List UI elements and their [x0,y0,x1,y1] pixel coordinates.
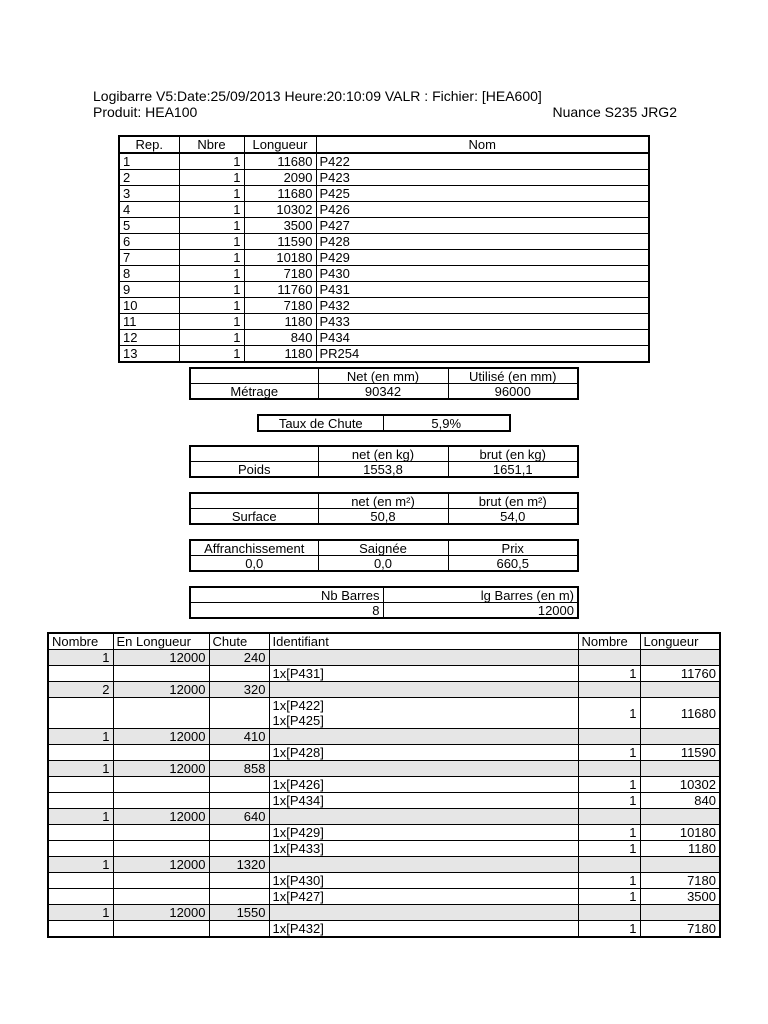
pieces-cell: 2090 [244,170,316,186]
empty-cell [269,761,578,777]
cut-identifiers [269,698,578,729]
cut-count: 1 [578,666,640,682]
pieces-cell: P432 [316,298,649,314]
empty-cell [113,873,209,889]
bar-group-row [48,809,720,825]
barres-nb: 8 [190,603,383,619]
header-title: Logibarre V5:Date:25/09/2013 Heure:20:10:09 VALR : Fichier: [HEA600] [93,88,542,104]
empty-cell [113,777,209,793]
bar-chute: 640 [209,809,269,825]
pieces-cell: P423 [316,170,649,186]
cut-item-row [48,666,720,682]
empty-cell [209,777,269,793]
bar-count: 1 [48,729,113,745]
pieces-cell: P431 [316,282,649,298]
bar-group-row [48,761,720,777]
cut-identifiers [269,793,578,809]
pieces-cell: 1180 [244,346,316,363]
cut-length: 840 [640,793,720,809]
pieces-cell: 1 [179,330,244,346]
pieces-cell: 1 [179,234,244,250]
empty-cell [113,921,209,938]
empty-cell [640,857,720,873]
surface-label: Surface [190,509,318,525]
pieces-cell: 11680 [244,153,316,170]
cut-item-row [48,698,720,729]
pieces-cell: 1 [179,298,244,314]
cut-identifier: 1x[P426] [272,777,324,792]
pieces-table [118,135,650,363]
empty-cell [578,761,640,777]
pieces-cell: 10302 [244,202,316,218]
empty-cell [113,841,209,857]
table-row [119,234,649,250]
cut-item-row [48,777,720,793]
bar-count: 1 [48,905,113,921]
bar-group-row [48,729,720,745]
cut-length: 11760 [640,666,720,682]
empty-cell [209,666,269,682]
table-row [119,186,649,202]
empty-cell [209,698,269,729]
empty-cell [113,889,209,905]
bar-chute: 1550 [209,905,269,921]
empty-cell [578,650,640,666]
bar-group-row [48,682,720,698]
bar-count: 1 [48,650,113,666]
pieces-cell: 3500 [244,218,316,234]
bar-length: 12000 [113,761,209,777]
empty-cell [48,745,113,761]
col-identifiant: Identifiant [269,633,578,650]
empty-cell [640,809,720,825]
cut-length: 1180 [640,841,720,857]
table-row [119,218,649,234]
table-row [119,153,649,170]
metrage-col-used: Utilisé (en mm) [448,368,578,384]
pieces-cell: P425 [316,186,649,202]
pieces-col-header: Rep. [119,136,179,153]
bar-length: 12000 [113,857,209,873]
empty-cell [113,698,209,729]
metrage-used: 96000 [448,384,578,400]
cut-item-row [48,793,720,809]
cut-identifier: 1x[P431] [272,666,324,681]
empty-cell [48,841,113,857]
bar-count: 1 [48,761,113,777]
pieces-cell: P422 [316,153,649,170]
bar-count: 1 [48,857,113,873]
empty-cell [113,745,209,761]
pieces-cell: 11680 [244,186,316,202]
cut-item-row [48,873,720,889]
barres-col-nb: Nb Barres [190,587,383,603]
cutting-header-row [48,633,720,650]
empty-cell [113,825,209,841]
pieces-cell: 6 [119,234,179,250]
cut-identifier: 1x[P427] [272,889,324,904]
table-row [119,250,649,266]
surface-table [189,492,579,525]
chute-table [257,414,511,432]
barres-table [189,586,579,619]
cut-length: 3500 [640,889,720,905]
surface-col-net: net (en m²) [318,493,448,509]
empty-cell [640,729,720,745]
pieces-cell: 1 [119,153,179,170]
pieces-cell: 11760 [244,282,316,298]
table-row [119,330,649,346]
pieces-cell: 1 [179,346,244,363]
cut-identifier: 1x[P432] [272,921,324,936]
bar-count: 2 [48,682,113,698]
poids-col-brut: brut (en kg) [448,446,578,462]
empty-cell [48,698,113,729]
prix-col-prix: Prix [448,540,578,556]
bar-chute: 410 [209,729,269,745]
pieces-col-header: Nbre [179,136,244,153]
cut-identifiers [269,921,578,938]
bar-length: 12000 [113,682,209,698]
cut-length: 11590 [640,745,720,761]
empty-cell [48,873,113,889]
pieces-cell: P426 [316,202,649,218]
cut-count: 1 [578,921,640,938]
pieces-cell: 12 [119,330,179,346]
empty-cell [640,682,720,698]
pieces-cell: 13 [119,346,179,363]
table-row [119,266,649,282]
pieces-col-header: Longueur [244,136,316,153]
prix-saignee: 0,0 [318,556,448,572]
metrage-table [189,367,579,400]
cut-identifier: 1x[P434] [272,793,324,808]
chute-label: Taux de Chute [258,415,383,431]
empty-cell [640,650,720,666]
bar-group-row [48,650,720,666]
prix-col-affranchissement: Affranchissement [190,540,318,556]
pieces-cell: 7 [119,250,179,266]
empty-cell [269,857,578,873]
pieces-cell: 1 [179,314,244,330]
pieces-cell: 2 [119,170,179,186]
pieces-cell: 11 [119,314,179,330]
pieces-cell: 7180 [244,298,316,314]
cut-item-row [48,745,720,761]
pieces-cell: 10 [119,298,179,314]
cut-identifier: 1x[P422] [272,698,324,713]
bar-chute: 240 [209,650,269,666]
barres-col-lg: lg Barres (en m) [383,587,578,603]
poids-table [189,445,579,478]
col-nombre-2: Nombre [578,633,640,650]
pieces-cell: 1 [179,282,244,298]
bar-length: 12000 [113,650,209,666]
cut-identifiers [269,666,578,682]
pieces-cell: PR254 [316,346,649,363]
table-row [119,346,649,363]
empty-cell [269,650,578,666]
pieces-header-row [119,136,649,153]
metrage-net: 90342 [318,384,448,400]
prix-table [189,539,579,572]
cut-count: 1 [578,825,640,841]
bar-group-row [48,857,720,873]
pieces-cell: 1 [179,153,244,170]
header-nuance: Nuance S235 JRG2 [552,104,677,120]
empty-cell [209,793,269,809]
surface-net: 50,8 [318,509,448,525]
pieces-cell: P433 [316,314,649,330]
col-nombre: Nombre [48,633,113,650]
table-row [119,282,649,298]
bar-length: 12000 [113,809,209,825]
empty-cell [578,857,640,873]
cut-count: 1 [578,745,640,761]
chute-value: 5,9% [383,415,510,431]
pieces-cell: P427 [316,218,649,234]
cut-identifier: 1x[P428] [272,745,324,760]
empty-cell [640,905,720,921]
table-row [119,202,649,218]
barres-lg: 12000 [383,603,578,619]
cut-identifiers [269,825,578,841]
bar-length: 12000 [113,729,209,745]
empty-cell [113,666,209,682]
cut-length: 10180 [640,825,720,841]
pieces-cell: 1180 [244,314,316,330]
poids-col-net: net (en kg) [318,446,448,462]
empty-cell [578,682,640,698]
pieces-cell: 5 [119,218,179,234]
cut-length: 7180 [640,921,720,938]
cut-identifiers [269,889,578,905]
bar-chute: 1320 [209,857,269,873]
pieces-cell: 1 [179,250,244,266]
empty-cell [48,793,113,809]
cut-count: 1 [578,873,640,889]
cut-length: 10302 [640,777,720,793]
pieces-cell: 9 [119,282,179,298]
empty-cell [48,889,113,905]
empty-cell [209,889,269,905]
cut-count: 1 [578,841,640,857]
cut-identifier: 1x[P430] [272,873,324,888]
cut-count: 1 [578,793,640,809]
cut-count: 1 [578,889,640,905]
poids-label: Poids [190,462,318,478]
empty-cell [209,873,269,889]
empty-cell [578,809,640,825]
table-row [119,314,649,330]
cut-count: 1 [578,698,640,729]
pieces-cell: P428 [316,234,649,250]
pieces-col-header: Nom [316,136,649,153]
pieces-cell: P434 [316,330,649,346]
bar-chute: 858 [209,761,269,777]
empty-cell [578,729,640,745]
pieces-cell: 1 [179,202,244,218]
empty-cell [640,761,720,777]
pieces-cell: 3 [119,186,179,202]
prix-col-saignee: Saignée [318,540,448,556]
prix-affranchissement: 0,0 [190,556,318,572]
cut-identifier: 1x[P425] [272,713,324,728]
bar-group-row [48,905,720,921]
header-product: Produit: HEA100 [93,104,198,120]
table-row [119,170,649,186]
cut-identifier: 1x[P433] [272,841,324,856]
pieces-cell: 4 [119,202,179,218]
col-chute: Chute [209,633,269,650]
cut-identifiers [269,745,578,761]
cut-item-row [48,825,720,841]
bar-length: 12000 [113,905,209,921]
surface-col-brut: brut (en m²) [448,493,578,509]
cut-count: 1 [578,777,640,793]
cutting-table [47,632,721,938]
empty-cell [209,825,269,841]
bar-chute: 320 [209,682,269,698]
prix-value: 660,5 [448,556,578,572]
empty-cell [269,905,578,921]
pieces-cell: 11590 [244,234,316,250]
empty-cell [269,809,578,825]
empty-cell [209,745,269,761]
col-en-longueur: En Longueur [113,633,209,650]
cut-identifiers [269,777,578,793]
surface-brut: 54,0 [448,509,578,525]
metrage-col-net: Net (en mm) [318,368,448,384]
poids-brut: 1651,1 [448,462,578,478]
cut-item-row [48,889,720,905]
pieces-cell: 1 [179,266,244,282]
empty-cell [209,921,269,938]
cut-identifier: 1x[P429] [272,825,324,840]
empty-cell [48,921,113,938]
bar-count: 1 [48,809,113,825]
empty-cell [113,793,209,809]
pieces-cell: 1 [179,218,244,234]
cut-item-row [48,921,720,938]
cut-length: 11680 [640,698,720,729]
metrage-label: Métrage [190,384,318,400]
cut-length: 7180 [640,873,720,889]
poids-net: 1553,8 [318,462,448,478]
empty-cell [48,666,113,682]
empty-cell [269,729,578,745]
empty-cell [578,905,640,921]
pieces-cell: 1 [179,170,244,186]
pieces-cell: 10180 [244,250,316,266]
pieces-cell: 7180 [244,266,316,282]
pieces-cell: P429 [316,250,649,266]
pieces-cell: 840 [244,330,316,346]
pieces-cell: 1 [179,186,244,202]
empty-cell [48,777,113,793]
empty-cell [48,825,113,841]
cut-identifiers [269,873,578,889]
pieces-cell: 8 [119,266,179,282]
table-row [119,298,649,314]
empty-cell [209,841,269,857]
cut-identifiers [269,841,578,857]
pieces-cell: P430 [316,266,649,282]
empty-cell [269,682,578,698]
col-longueur: Longueur [640,633,720,650]
cut-item-row [48,841,720,857]
